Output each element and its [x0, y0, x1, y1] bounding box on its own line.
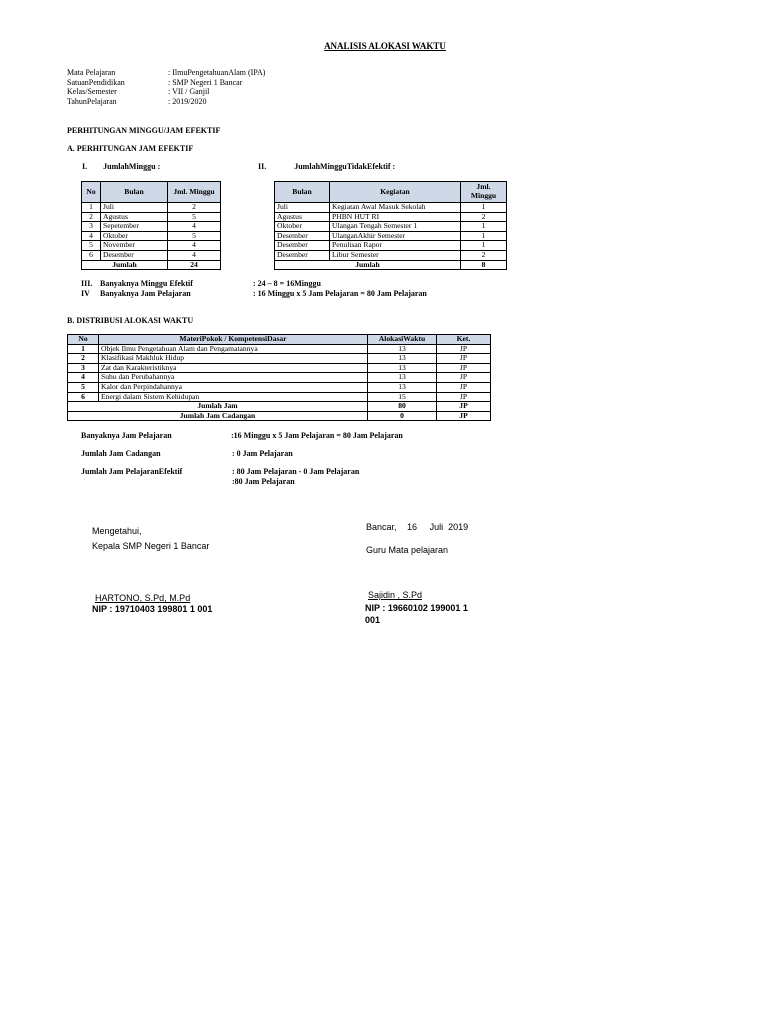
identity-label: Mata Pelajaran	[67, 68, 116, 77]
distribution-cell-material: Kalor dan Perpindahannya	[99, 382, 368, 392]
summary-number: IV	[81, 288, 90, 298]
weeks-cell-count: 4	[168, 241, 221, 251]
teacher-nip-line1: NIP : 19660102 199001 1	[365, 603, 468, 613]
distribution-reserve-hours-value: 0	[368, 411, 437, 421]
distribution-cell-no: 2	[68, 354, 99, 364]
non-effective-cell-activity: Kegiatan Awal Masuk Sekolah	[330, 203, 461, 213]
sub-heading-i-number: I.	[82, 162, 88, 171]
identity-label: Kelas/Semester	[67, 87, 117, 97]
weeks-cell-no: 6	[82, 250, 101, 260]
non-effective-cell-month: Desember	[275, 241, 330, 251]
table-row	[275, 250, 507, 260]
distribution-cell-material: Zat dan Karakteristiknya	[99, 363, 368, 373]
sub-heading-i	[82, 162, 160, 171]
weeks-table	[81, 181, 221, 270]
teacher-nip	[365, 602, 468, 626]
non-effective-total-label: Jumlah	[275, 260, 461, 270]
weeks-cell-count: 2	[168, 203, 221, 213]
table-row	[82, 222, 221, 232]
distribution-header-material: MateriPokok / KompetensiDasar	[99, 335, 368, 345]
non-effective-cell-weeks: 2	[461, 250, 507, 260]
weeks-cell-count: 5	[168, 231, 221, 241]
bottom-summary-3-value: : 80 Jam Pelajaran - 0 Jam Pelajaran	[232, 467, 360, 476]
sub-heading-ii-number: II.	[258, 162, 267, 171]
distribution-total-hours-value: 80	[368, 402, 437, 412]
identity-block	[67, 68, 265, 106]
document-title: ANALISIS ALOKASI WAKTU	[324, 41, 446, 51]
non-effective-header-weeks: Jml. Minggu	[461, 182, 507, 203]
summary-label: Banyaknya Jam Pelajaran	[100, 288, 191, 298]
teacher-nip-line2: 001	[365, 615, 381, 625]
acknowledged-label: Mengetahui,	[92, 526, 142, 536]
non-effective-cell-weeks: 1	[461, 203, 507, 213]
signature-left-block	[95, 592, 190, 604]
distribution-cell-no: 4	[68, 373, 99, 383]
principal-title: Kepala SMP Negeri 1 Bancar	[92, 541, 210, 551]
weeks-cell-no: 1	[82, 203, 101, 213]
weeks-cell-month: Desember	[101, 250, 168, 260]
distribution-cell-note: JP	[437, 392, 491, 402]
signature-left-header	[92, 524, 209, 554]
table-row	[68, 382, 491, 392]
weeks-table-header-weeks: Jml. Minggu	[168, 182, 221, 203]
teacher-name	[368, 590, 422, 600]
identity-row	[67, 68, 265, 78]
bottom-summary-3-label: Jumlah Jam PelajaranEfektif	[81, 467, 183, 476]
signature-place-date	[366, 522, 468, 532]
weeks-cell-month: Agustus	[101, 212, 168, 222]
distribution-total-hours-row	[68, 402, 491, 412]
identity-value: : IlmuPengetahuanAlam (IPA)	[168, 68, 266, 77]
distribution-cell-material: Suhu dan Perubahannya	[99, 373, 368, 383]
non-effective-cell-month: Agustus	[275, 212, 330, 222]
weeks-total-row	[82, 260, 221, 270]
distribution-table	[67, 334, 491, 421]
table-row	[275, 203, 507, 213]
distribution-cell-note: JP	[437, 354, 491, 364]
distribution-cell-allocation: 13	[368, 363, 437, 373]
distribution-cell-note: JP	[437, 363, 491, 373]
weeks-table-header-month: Bulan	[101, 182, 168, 203]
table-row	[275, 231, 507, 241]
non-effective-total-row	[275, 260, 507, 270]
weeks-cell-no: 3	[82, 222, 101, 232]
distribution-cell-allocation: 13	[368, 373, 437, 383]
identity-value: : 2019/2020	[168, 96, 207, 106]
distribution-header-allocation: AlokasiWaktu	[368, 335, 437, 345]
weeks-cell-month: November	[101, 241, 168, 251]
non-effective-cell-activity: Libur Semester	[330, 250, 461, 260]
distribution-header-note: Ket.	[437, 335, 491, 345]
table-row	[68, 392, 491, 402]
identity-row	[67, 97, 265, 107]
weeks-cell-no: 5	[82, 241, 101, 251]
distribution-reserve-hours-label: Jumlah Jam Cadangan	[68, 411, 368, 421]
non-effective-cell-activity: PHBN HUT RI	[330, 212, 461, 222]
signature-month-year: Juli 2019	[429, 522, 469, 532]
distribution-cell-allocation: 13	[368, 354, 437, 364]
non-effective-cell-weeks: 2	[461, 212, 507, 222]
distribution-header-no: No	[68, 335, 99, 345]
weeks-cell-month: Oktober	[101, 231, 168, 241]
distribution-cell-no: 6	[68, 392, 99, 402]
distribution-cell-note: JP	[437, 373, 491, 383]
distribution-cell-note: JP	[437, 382, 491, 392]
weeks-cell-count: 5	[168, 212, 221, 222]
teacher-name-text: Sajidin , S.Pd	[368, 590, 423, 600]
summary-row	[81, 289, 427, 299]
distribution-cell-no: 5	[68, 382, 99, 392]
weeks-cell-month: Juli	[101, 203, 168, 213]
bottom-summary-2	[81, 449, 293, 458]
bottom-summary-3-value-result: :80 Jam Pelajaran	[232, 477, 295, 486]
bottom-summary-1-value: :16 Minggu x 5 Jam Pelajaran = 80 Jam Pelajaran	[231, 431, 403, 440]
identity-label: TahunPelajaran	[67, 96, 117, 106]
identity-value: : VII / Ganjil	[168, 87, 210, 97]
section-heading-main: PERHITUNGAN MINGGU/JAM EFEKTIF	[67, 126, 221, 135]
summary-row	[81, 279, 427, 289]
non-effective-cell-activity: Ulangan Tengah Semester 1	[330, 222, 461, 232]
weeks-cell-no: 4	[82, 231, 101, 241]
non-effective-cell-month: Desember	[275, 231, 330, 241]
non-effective-cell-activity: UlanganAkhir Semester	[330, 231, 461, 241]
table-row	[68, 354, 491, 364]
non-effective-header-month: Bulan	[275, 182, 330, 203]
table-row	[275, 222, 507, 232]
bottom-summary-1-label: Banyaknya Jam Pelajaran	[81, 431, 172, 440]
sub-heading-i-label: JumlahMinggu :	[103, 162, 161, 171]
table-row	[82, 250, 221, 260]
section-heading-a: A. PERHITUNGAN JAM EFEKTIF	[67, 144, 194, 153]
signature-day: 16	[407, 522, 418, 532]
non-effective-total-value: 8	[461, 260, 507, 270]
signature-place: Bancar,	[366, 522, 397, 532]
section-heading-b: B. DISTRIBUSI ALOKASI WAKTU	[67, 316, 194, 325]
non-effective-cell-month: Oktober	[275, 222, 330, 232]
distribution-total-hours-note: JP	[437, 402, 491, 412]
distribution-cell-no: 3	[68, 363, 99, 373]
teacher-role: Guru Mata pelajaran	[366, 545, 449, 555]
non-effective-cell-weeks: 1	[461, 241, 507, 251]
distribution-reserve-hours-row	[68, 411, 491, 421]
distribution-cell-allocation: 15	[368, 392, 437, 402]
weeks-cell-count: 4	[168, 222, 221, 232]
distribution-cell-note: JP	[437, 344, 491, 354]
non-effective-header-activity: Kegiatan	[330, 182, 461, 203]
weeks-cell-no: 2	[82, 212, 101, 222]
weeks-table-header-no: No	[82, 182, 101, 203]
weeks-total-label: Jumlah	[82, 260, 168, 270]
bottom-summary-2-value: : 0 Jam Pelajaran	[232, 449, 293, 458]
non-effective-cell-activity: Penulisan Rapor	[330, 241, 461, 251]
distribution-cell-allocation: 13	[368, 344, 437, 354]
weeks-cell-month: Sepetember	[101, 222, 168, 232]
principal-name: HARTONO, S.Pd, M.Pd	[95, 593, 191, 603]
weeks-total-value: 24	[168, 260, 221, 270]
bottom-summary-1	[81, 431, 403, 440]
bottom-summary-3	[81, 467, 359, 487]
effective-summary	[81, 279, 427, 298]
non-effective-cell-month: Juli	[275, 203, 330, 213]
distribution-cell-no: 1	[68, 344, 99, 354]
distribution-reserve-hours-note: JP	[437, 411, 491, 421]
distribution-cell-material: Objek Ilmu Pengetahuan Alam dan Pengamatannya	[99, 344, 368, 354]
non-effective-cell-weeks: 1	[461, 222, 507, 232]
distribution-cell-material: Energi dalam Sistem Kehidupan	[99, 392, 368, 402]
summary-number: III.	[81, 279, 93, 288]
distribution-cell-material: Klasifikasi Makhluk Hidup	[99, 354, 368, 364]
non-effective-cell-month: Desember	[275, 250, 330, 260]
bottom-summary-2-label: Jumlah Jam Cadangan	[81, 449, 161, 458]
identity-row	[67, 87, 265, 97]
table-row	[82, 203, 221, 213]
principal-nip: NIP : 19710403 199801 1 001	[92, 604, 213, 614]
distribution-cell-allocation: 13	[368, 382, 437, 392]
weeks-cell-count: 4	[168, 250, 221, 260]
summary-value: : 16 Minggu x 5 Jam Pelajaran = 80 Jam Pelajaran	[253, 288, 427, 298]
identity-label: SatuanPendidikan	[67, 77, 125, 87]
non-effective-weeks-table	[274, 181, 507, 270]
sub-heading-ii-label: JumlahMingguTidakEfektif :	[294, 162, 396, 171]
summary-value: : 24 – 8 = 16Minggu	[253, 279, 321, 288]
distribution-total-hours-label: Jumlah Jam	[68, 402, 368, 412]
table-row	[275, 241, 507, 251]
identity-value: : SMP Negeri 1 Bancar	[168, 77, 243, 87]
summary-label: Banyaknya Minggu Efektif	[100, 279, 193, 288]
identity-row	[67, 78, 265, 88]
non-effective-cell-weeks: 1	[461, 231, 507, 241]
sub-heading-ii	[258, 162, 395, 171]
